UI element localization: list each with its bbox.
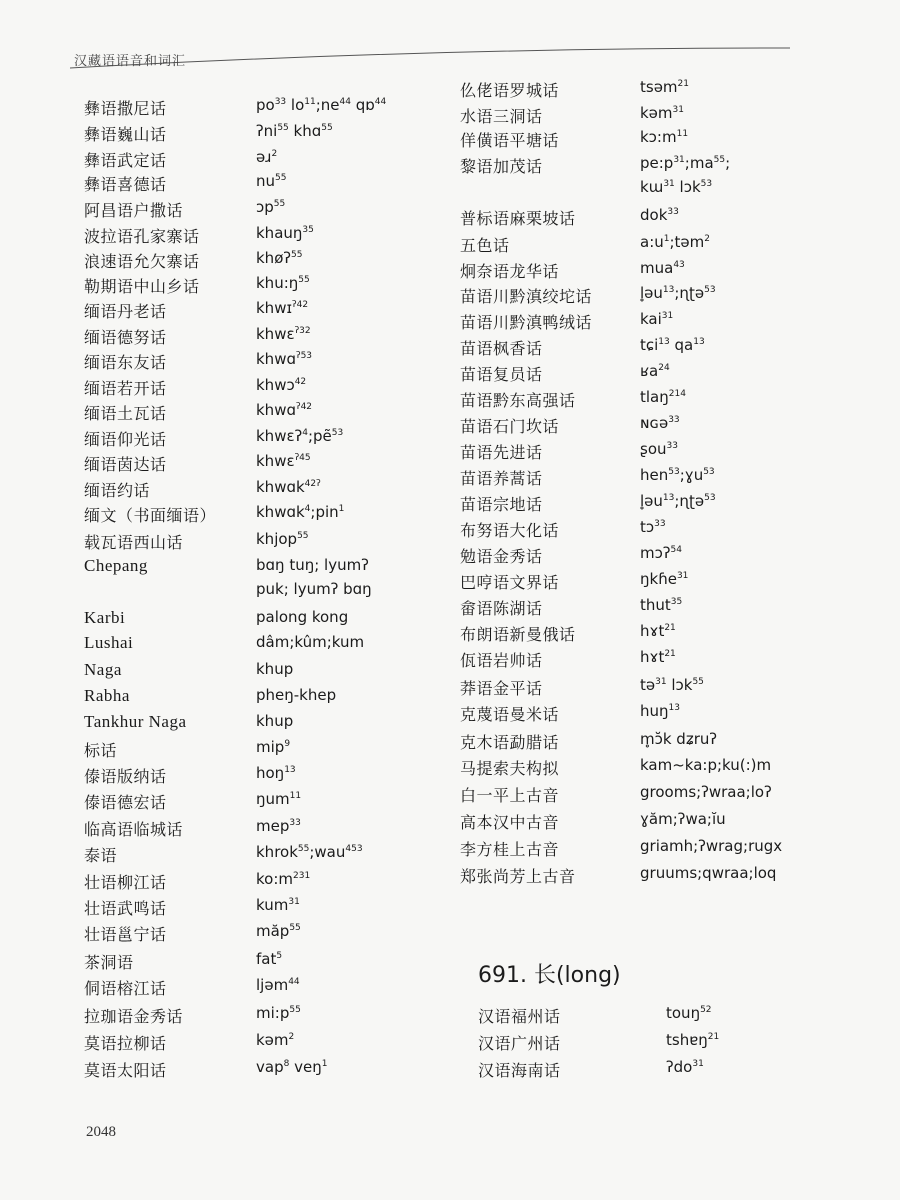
language-name: 高本汉中古音 [460,813,560,832]
tone-superscript: 55 [291,250,303,260]
language-name: 郑张尚芳上古音 [460,867,576,886]
tone-superscript: 11 [676,129,689,139]
entry-row [84,198,484,220]
entry-row [460,284,860,306]
tone-superscript: 44 [374,97,387,107]
phonetic-form: hɤt$^{21}$ [640,648,676,666]
phonetic-form: $po^{33}$ $lo^{11};ne^{44}$ qɒ$^{44}$ [256,96,387,114]
tone-superscript: 55 [297,531,309,541]
entry-row [84,376,484,398]
language-name: 壮语柳江话 [84,873,167,892]
tone-superscript: 53 [703,467,715,477]
phonetic-form: kəm$^{31}$ [640,104,684,122]
phonetic-form: mɔʔ$^{54}$ [640,544,682,562]
tone-superscript: ʔ42 [292,300,309,310]
phonetic-form: ŋkɦe$^{31}$ [640,570,689,588]
phonetic-form: khup [256,712,294,730]
language-name: 勒期语中山乡话 [84,277,200,296]
language-name: 水语三洞话 [460,107,543,126]
phonetic-form: tɕi$^{13}$ $qa^{13}$ [640,336,705,354]
entry-row [460,310,860,332]
language-name: 黎语加茂话 [460,157,543,176]
phonetic-form: khauŋ$^{35}$ [256,224,314,242]
phonetic-form: mip$^9$ [256,738,291,756]
phonetic-form: bɑŋ tuŋ; lyumʔ [256,556,369,574]
entry-row [84,350,484,372]
tone-superscript: 55 [273,199,286,209]
phonetic-form: $mi:p^{55}$ [256,1004,301,1022]
language-name: 汉语广州话 [478,1034,561,1053]
tone-superscript: 42ʔ [304,479,321,489]
language-name: 彝语喜德话 [84,175,167,194]
phonetic-form: touŋ$^{52}$ [666,1004,712,1022]
phonetic-form: kəm$^2$ [256,1031,295,1049]
entry-row [84,299,484,321]
language-name: 茶洞语 [84,953,134,972]
language-name: Rabha [84,686,130,705]
entry-row [84,608,484,630]
entry-row [460,492,860,514]
entry-row [460,440,860,462]
language-name: Chepang [84,556,148,575]
tone-superscript: 1 [338,504,345,514]
phonetic-form: əɹ$^2$ [256,148,278,166]
tone-superscript: 8 [283,1059,290,1069]
phonetic-form: kam~ka:p;ku(:)m [640,756,772,774]
language-name: 苗语养蒿话 [460,469,543,488]
language-name: 彝语武定话 [84,151,167,170]
tone-superscript: 53 [668,467,680,477]
entry-row [84,712,484,734]
language-name: 彝语巍山话 [84,125,167,144]
entry-row [84,478,484,500]
language-name: 缅语土瓦话 [84,404,167,423]
phonetic-form: puk; lyumʔ bɑŋ [256,580,372,598]
entry-row [460,864,860,886]
entry-row [460,154,860,176]
tone-superscript: 31 [288,897,300,907]
phonetic-form: ɔp$^{55}$ [256,198,286,216]
entry-row [84,922,484,944]
phonetic-form: fat$^5$ [256,950,283,968]
tone-superscript: 4 [304,504,311,514]
language-name: 缅语德努话 [84,328,167,347]
phonetic-form: thut$^{35}$ [640,596,683,614]
phonetic-form: ʔdo$^{31}$ [666,1058,704,1076]
language-name: 五色话 [460,236,510,255]
language-name: 马提索夫构拟 [460,759,560,778]
phonetic-form: tsəm$^{21}$ [640,78,689,96]
entry-row [84,976,484,998]
tone-superscript: 31 [673,155,685,165]
phonetic-form: ljəm$^{44}$ [256,976,300,994]
entry-row [84,686,484,708]
language-name: 仫佬语罗城话 [460,81,560,100]
tone-superscript: 453 [345,844,363,854]
entry-row [84,633,484,655]
tone-superscript: 21 [677,79,689,89]
tone-superscript: 2 [271,149,278,159]
phonetic-form: mua$^{43}$ [640,259,685,277]
tone-superscript: 33 [654,519,666,529]
entry-row [460,104,860,126]
phonetic-form: khwɛʔ$^4$;pẽ$^{53}$ [256,427,344,445]
tone-superscript: 53 [704,285,716,295]
entry-row [84,122,484,144]
tone-superscript: 42 [294,377,307,387]
tone-superscript: 21 [707,1032,720,1042]
language-name: 波拉语孔家寨话 [84,227,200,246]
language-name: 莽语金平话 [460,679,543,698]
phonetic-form: khwɪ$^{ʔ42}$ [256,299,309,317]
tone-superscript: 55 [297,844,310,854]
entry-row [84,224,484,246]
tone-superscript: 13 [284,765,296,775]
phonetic-form: khwɑk$^4$;pin$^1$ [256,503,345,521]
phonetic-form: grooms;ʔwraa;loʔ [640,783,772,801]
entry-row [84,96,484,118]
tone-superscript: 33 [668,415,680,425]
tone-superscript: 33 [667,207,679,217]
tone-superscript: 2 [288,1032,295,1042]
entry-row [84,503,484,525]
tone-superscript: 53 [704,493,716,503]
tone-superscript: 31 [661,311,674,321]
entry-row [478,1004,878,1026]
entry-row [460,414,860,436]
phonetic-form: ɴɢə$^{33}$ [640,414,680,432]
entry-row [460,676,860,698]
tone-superscript: 53 [700,179,713,189]
language-name: 壮语邕宁话 [84,925,167,944]
language-name: 彝语撒尼话 [84,99,167,118]
language-name: 畲语陈湖话 [460,599,543,618]
entry-row [460,622,860,644]
tone-superscript: 55 [275,173,287,183]
language-name: Karbi [84,608,126,627]
entry-691-title: 691. 长(long) [478,963,621,988]
tone-superscript: 52 [700,1005,712,1015]
entry-row [84,401,484,423]
tone-superscript: 35 [670,597,683,607]
tone-superscript: 55 [277,123,289,133]
entry-row [84,660,484,682]
phonetic-form: măp$^{55}$ [256,922,301,940]
phonetic-form: khwɛ$^{ʔ32}$ [256,325,311,343]
entry-row [84,738,484,760]
entry-row [460,730,860,752]
phonetic-form: kɯ$^{31}$ lɔk$^{53}$ [640,178,713,196]
tone-superscript: 13 [662,285,675,295]
language-name: 载瓦语西山话 [84,533,184,552]
phonetic-form: $khu:ŋ^{55}$ [256,274,310,292]
language-name: 苗语先进话 [460,443,543,462]
entry-row [84,249,484,271]
language-name: 苗语石门坎话 [460,417,560,436]
phonetic-form: vap$^8$ veŋ$^1$ [256,1058,328,1076]
entry-row [460,78,860,100]
language-name: 佤语岩帅话 [460,651,543,670]
entry-row [460,336,860,358]
language-name: 莫语拉柳话 [84,1034,167,1053]
phonetic-form: kum$^{31}$ [256,896,300,914]
language-name: 炯奈语龙华话 [460,262,560,281]
language-name: 汉语海南话 [478,1061,561,1080]
tone-superscript: 13 [693,337,705,347]
entry-row [84,556,484,578]
language-name: 布朗语新曼俄话 [460,625,576,644]
entry-row [84,530,484,552]
language-name: 浪速语允欠寨话 [84,252,200,271]
entry-row [84,896,484,918]
tone-superscript: 13 [662,493,675,503]
language-name: 缅语仰光话 [84,430,167,449]
entry-row [460,810,860,832]
phonetic-form: $kɔ:m^{11}$ [640,128,689,146]
tone-superscript: 21 [664,623,676,633]
entry-row [460,518,860,540]
tone-superscript: 55 [298,275,310,285]
phonetic-form: khrok$^{55}$;wau$^{453}$ [256,843,363,861]
entry-row [84,764,484,786]
phonetic-form: dâm;kûm;kum [256,633,365,651]
tone-superscript: 2 [704,234,711,244]
language-name: 汉语福州话 [478,1007,561,1026]
language-name: Tankhur Naga [84,712,187,731]
running-header: 汉藏语语音和词汇 [74,54,187,69]
tone-superscript: 54 [670,545,682,555]
tone-superscript: 31 [655,677,667,687]
phonetic-form: pheŋ-khep [256,686,337,704]
tone-superscript: 33 [666,441,678,451]
phonetic-form: tlaŋ$^{214}$ [640,388,686,406]
tone-superscript: 33 [274,97,287,107]
entry-row [460,466,860,488]
tone-superscript: ʔ32 [294,326,311,336]
tone-superscript: 44 [339,97,351,107]
phonetic-form: palong kong [256,608,349,626]
entry-row [478,1058,878,1080]
tone-superscript: 55 [289,923,301,933]
phonetic-form: khwɑ$^{ʔ42}$ [256,401,313,419]
entry-row [84,148,484,170]
language-name: 缅文（书面缅语） [84,506,217,525]
tone-superscript: 55 [713,155,726,165]
tone-superscript: 214 [668,389,686,399]
entry-row [84,950,484,972]
phonetic-form: khwɑ$^{ʔ53}$ [256,350,313,368]
tone-superscript: 35 [302,225,314,235]
tone-superscript: 1 [663,234,670,244]
phonetic-form: ʁa$^{24}$ [640,362,670,380]
entry-row [84,790,484,812]
entry-row [84,452,484,474]
language-name: 侗语榕江话 [84,979,167,998]
language-name: 普标语麻栗坡话 [460,209,576,228]
entry-row [460,596,860,618]
phonetic-form: ʂou$^{33}$ [640,440,678,458]
tone-superscript: 33 [289,818,301,828]
language-name: 傣语德宏话 [84,793,167,812]
language-name: 阿昌语户撒话 [84,201,184,220]
entry-row [460,648,860,670]
tone-superscript: 9 [284,739,291,749]
tone-superscript: 24 [658,363,670,373]
tone-superscript: 11 [304,97,316,107]
entry-row [460,837,860,859]
language-name: 勉语金秀话 [460,547,543,566]
entry-row [460,570,860,592]
phonetic-form: ŋum$^{11}$ [256,790,302,808]
phonetic-form: khjop$^{55}$ [256,530,309,548]
language-name: 缅语丹老话 [84,302,167,321]
entry-row [84,1058,484,1080]
entry-row [84,870,484,892]
phonetic-form: huŋ$^{13}$ [640,702,680,720]
phonetic-form: $a:u^1;təm^2$ [640,233,711,251]
language-name: 苗语黔东高强话 [460,391,576,410]
phonetic-form: tshɐŋ$^{21}$ [666,1031,720,1049]
phonetic-form: mep$^{33}$ [256,817,301,835]
language-name: 标话 [84,741,118,760]
entry-row [460,178,860,200]
phonetic-form: tɔ$^{33}$ [640,518,666,536]
language-name: Lushai [84,633,134,652]
entry-row [460,362,860,384]
language-name: 缅语约话 [84,481,151,500]
tone-superscript: 31 [663,179,675,189]
phonetic-form: $nu^{55}$ [256,172,287,190]
phonetic-form: khup [256,660,294,678]
language-name: 布努语大化话 [460,521,560,540]
entry-row [460,756,860,778]
entry-row [460,702,860,724]
phonetic-form: hɤt$^{21}$ [640,622,676,640]
entry-row [84,817,484,839]
language-name: 白一平上古音 [460,786,560,805]
language-name: 巴哼语文界话 [460,573,560,592]
phonetic-form: hen$^{53}$;ɣu$^{53}$ [640,466,715,484]
tone-superscript: 31 [676,571,689,581]
entry-row [460,259,860,281]
phonetic-form: gruums;qwraa;loq [640,864,777,882]
language-name: 缅语若开话 [84,379,167,398]
entry-row [84,172,484,194]
tone-superscript: 4 [302,428,308,438]
entry-row [84,1004,484,1026]
entry-row [84,843,484,865]
language-name: 克蔑语曼米话 [460,705,560,724]
language-name: 苗语枫香话 [460,339,543,358]
language-name: 壮语武鸣话 [84,899,167,918]
entry-row [84,325,484,347]
tone-superscript: 43 [673,260,685,270]
tone-superscript: ʔ53 [295,351,313,361]
phonetic-form: ʔni$^{55}$ khɑ$^{55}$ [256,122,333,140]
phonetic-form: l̥əu$^{13}$;ɳʈə$^{53}$ [640,492,716,510]
phonetic-form: tə$^{31}$ lɔk$^{55}$ [640,676,704,694]
tone-superscript: 13 [668,703,680,713]
tone-superscript: 53 [331,428,344,438]
phonetic-form: griamh;ʔwrag;rugx [640,837,783,855]
entry-row [478,1031,878,1053]
entry-row [460,388,860,410]
tone-superscript: 5 [276,951,283,961]
phonetic-form: hoŋ$^{13}$ [256,764,296,782]
tone-superscript: 11 [289,791,302,801]
tone-superscript: 231 [293,871,311,881]
tone-superscript: 44 [288,977,300,987]
phonetic-form: l̥əu$^{13}$;ɳʈə$^{53}$ [640,284,716,302]
entry-row [460,544,860,566]
entry-row [460,783,860,805]
language-name: 临高语临城话 [84,820,184,839]
language-name: 莫语太阳话 [84,1061,167,1080]
entry-row [460,128,860,150]
entry-row [460,206,860,228]
phonetic-form: khwɔ$^{42}$ [256,376,307,394]
tone-superscript: 55 [289,1005,301,1015]
phonetic-form: khøʔ$^{55}$ [256,249,303,267]
tone-superscript: ʔ45 [294,453,311,463]
language-name: 苗语宗地话 [460,495,543,514]
language-name: 泰语 [84,846,118,865]
language-name: 苗语川黔滇绞坨话 [460,287,593,306]
language-name: 克木语勐腊话 [460,733,560,752]
language-name: 佯僙语平塘话 [460,131,560,150]
language-name: 苗语复员话 [460,365,543,384]
page-number: 2048 [86,1124,116,1140]
language-name: 缅语茵达话 [84,455,167,474]
tone-superscript: 31 [692,1059,704,1069]
tone-superscript: 1 [321,1059,328,1069]
tone-superscript: 55 [321,123,333,133]
tone-superscript: 55 [692,677,704,687]
phonetic-form: dok$^{33}$ [640,206,679,224]
tone-superscript: 21 [664,649,676,659]
entry-row [84,427,484,449]
tone-superscript: 13 [658,337,670,347]
phonetic-form: $ko:m^{231}$ [256,870,311,888]
tone-superscript: 31 [672,105,684,115]
entry-row [84,580,484,602]
phonetic-form: khwɑk$^{42ʔ}$ [256,478,321,496]
phonetic-form: khwɛ$^{ʔ45}$ [256,452,311,470]
language-name: 拉珈语金秀话 [84,1007,184,1026]
language-name: 李方桂上古音 [460,840,560,859]
entry-row [84,274,484,296]
phonetic-form: kai$^{31}$ [640,310,674,328]
entry-row [460,233,860,255]
language-name: Naga [84,660,122,679]
tone-superscript: ʔ42 [295,402,313,412]
language-name: 傣语版纳话 [84,767,167,786]
entry-row [84,1031,484,1053]
phonetic-form: $pe:p^{31};ma^{55}$; [640,154,731,172]
language-name: 苗语川黔滇鸭绒话 [460,313,593,332]
phonetic-form: ɣăm;ʔwa;ĭu [640,810,726,828]
language-name: 缅语东友话 [84,353,167,372]
phonetic-form: m̥ɔ̆k dʑruʔ [640,730,718,748]
